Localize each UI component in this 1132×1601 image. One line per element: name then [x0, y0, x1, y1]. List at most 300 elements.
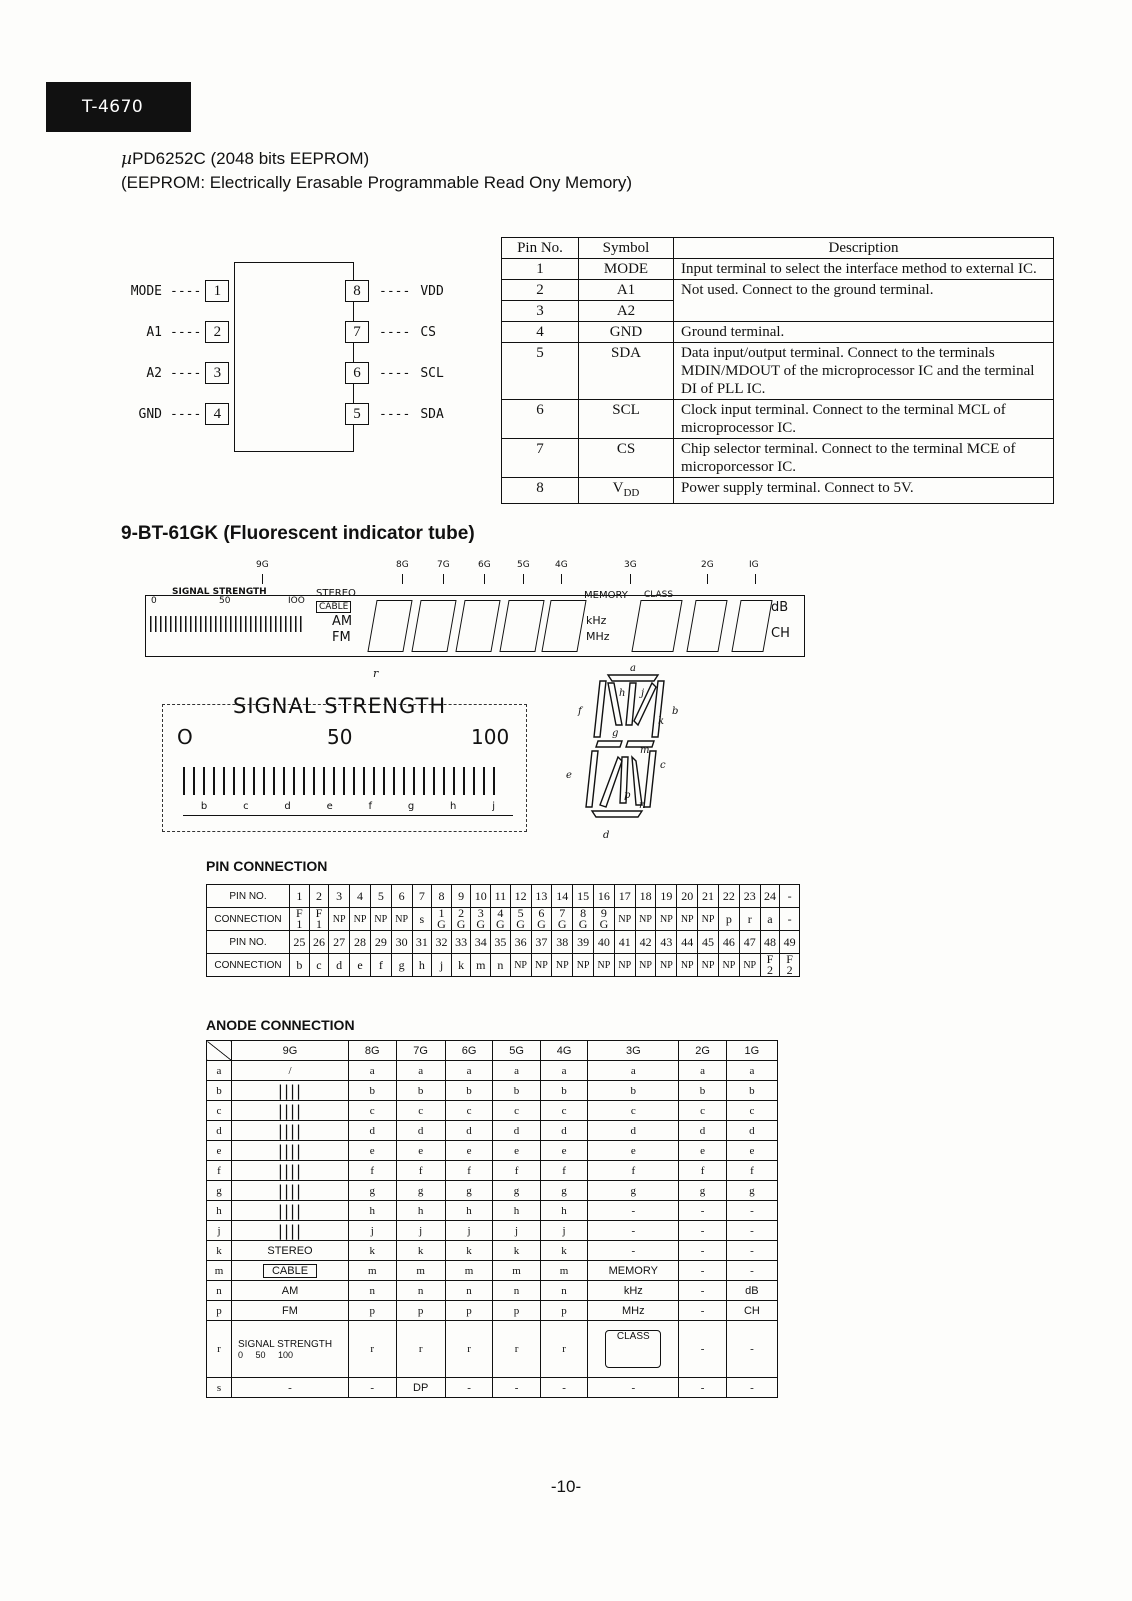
anode-row-b: [207, 1081, 778, 1101]
pin-symbol: A2: [579, 301, 674, 322]
grid-label-ig: IG: [749, 560, 759, 570]
anode-row-n: [207, 1281, 778, 1301]
anode-cell: a: [349, 1061, 397, 1081]
anode-cell: a: [445, 1061, 493, 1081]
col-pin-no: Pin No.: [502, 238, 579, 259]
conn-cell: r: [739, 908, 760, 931]
detail-segment-j: j: [492, 801, 495, 812]
anode-cell: -: [445, 1378, 493, 1398]
pin-symbol: CS: [579, 439, 674, 478]
conn-cell: 21: [698, 885, 719, 908]
conn-cell-top: 7: [559, 906, 566, 920]
conn-cell: 42: [635, 931, 656, 954]
anode-cell: g: [588, 1181, 679, 1201]
conn-cell: 13: [531, 885, 552, 908]
anode-cell: b: [445, 1081, 493, 1101]
anode-cell: p: [540, 1301, 588, 1321]
conn-cell: 41: [614, 931, 635, 954]
anode-row-e: [207, 1141, 778, 1161]
anode-cell: k: [493, 1241, 541, 1261]
anode-cell: -: [679, 1241, 727, 1261]
anode-cell: -: [679, 1321, 727, 1378]
segment-letter-e: e: [566, 770, 572, 781]
detail-scale-0: O: [177, 725, 193, 749]
anode-cell: k: [445, 1241, 493, 1261]
anode-cell: g: [726, 1181, 777, 1201]
grid-tick: [630, 574, 631, 584]
conn-cell: NP: [510, 954, 531, 977]
grid-tick: [262, 574, 263, 584]
conn-cell: 26: [309, 931, 329, 954]
anode-cell: -: [588, 1241, 679, 1261]
eeprom-title: [121, 148, 369, 170]
anode-cell: /: [232, 1061, 349, 1081]
anode-cell: d: [349, 1121, 397, 1141]
anode-cell: CH: [726, 1301, 777, 1321]
anode-cell: f: [679, 1161, 727, 1181]
conn-cell: 28: [350, 931, 371, 954]
anode-cell: -: [232, 1378, 349, 1398]
conn-cell: c: [309, 954, 329, 977]
pin-row-1: [502, 259, 1054, 280]
anode-cell: n: [349, 1281, 397, 1301]
vfd-stereo: STEREO: [316, 588, 356, 599]
conn-cell: 33: [451, 931, 471, 954]
pin-number: 2: [502, 280, 579, 301]
conn-cell: NP: [677, 908, 698, 931]
segment-k: [634, 683, 656, 725]
vfd-class: CLASS: [644, 590, 674, 600]
conn-cell-top: 8: [580, 906, 587, 920]
anode-cell: ||||: [232, 1141, 349, 1161]
pin-description-table: [501, 237, 1054, 504]
anode-cell: j: [396, 1221, 445, 1241]
conn-cell: f: [370, 954, 391, 977]
segment-letter-h: h: [619, 688, 626, 699]
detail-segment-b: b: [200, 801, 208, 812]
anode-segment: k: [207, 1241, 232, 1261]
anode-cell: -: [679, 1281, 727, 1301]
conn-cell: NP: [698, 954, 719, 977]
anode-cell: ||||: [232, 1161, 349, 1181]
ic-pin-number: 1: [205, 280, 229, 302]
pin-row-7: [502, 439, 1054, 478]
conn-cell: 38: [552, 931, 573, 954]
pin-description: Chip selector terminal. Connect to the terminal MCE of microporcessor IC.: [674, 439, 1054, 478]
vfd-level-bars: [150, 616, 302, 632]
segment-b: [652, 681, 664, 737]
conn-cell: h: [412, 954, 432, 977]
anode-cell: a: [679, 1061, 727, 1081]
conn-cell: 1: [290, 885, 310, 908]
anode-row-m: [207, 1261, 778, 1281]
conn-cell: m: [471, 954, 491, 977]
conn-cell-top: F: [766, 952, 774, 966]
anode-cell: c: [493, 1101, 541, 1121]
anode-col-1g: 1G: [726, 1041, 777, 1061]
pin-connection-table: [206, 884, 800, 977]
digit-4g: [541, 600, 586, 652]
conn-row-label: CONNECTION: [207, 954, 290, 977]
conn-cell-bottom: G: [599, 917, 609, 931]
conn-cell: [432, 908, 452, 931]
grid-label-4g: 4G: [555, 560, 568, 570]
anode-segment: r: [207, 1321, 232, 1378]
conn-cell: s: [412, 908, 432, 931]
anode-cell: m: [493, 1261, 541, 1281]
anode-cell: a: [588, 1061, 679, 1081]
anode-cell: e: [445, 1141, 493, 1161]
conn-connection-row-1: [207, 908, 800, 931]
anode-cell: j: [493, 1221, 541, 1241]
ic-pin-number: 2: [205, 321, 229, 343]
conn-cell-top: F: [315, 906, 323, 920]
anode-cell: b: [493, 1081, 541, 1101]
conn-row-label: CONNECTION: [207, 908, 290, 931]
vfd-title: 9-BT-61GK (Fluorescent indicator tube): [121, 523, 475, 544]
conn-cell: [290, 908, 310, 931]
anode-cell: ||||: [232, 1101, 349, 1121]
anode-cell: -: [540, 1378, 588, 1398]
digit-5g: [499, 600, 544, 652]
conn-cell: [471, 908, 491, 931]
anode-cell: n: [396, 1281, 445, 1301]
anode-row-k: [207, 1241, 778, 1261]
conn-cell: 43: [656, 931, 677, 954]
conn-cell: 10: [471, 885, 491, 908]
conn-cell: 31: [412, 931, 432, 954]
conn-cell: NP: [718, 954, 739, 977]
anode-cell: -: [726, 1201, 777, 1221]
vfd-cable: CABLE: [316, 601, 351, 613]
pin-number: 6: [502, 400, 579, 439]
ic-pin-name: GND: [138, 406, 162, 422]
ic-pin-number: 4: [205, 403, 229, 425]
model-tag: T-4670: [46, 82, 191, 132]
detail-scale-50: 50: [327, 725, 353, 749]
anode-cell: a: [396, 1061, 445, 1081]
mu-symbol: µ: [121, 149, 133, 169]
anode-cell: f: [588, 1161, 679, 1181]
segment-letter-g: g: [612, 728, 619, 739]
grid-label-6g: 6G: [478, 560, 491, 570]
conn-cell: NP: [635, 908, 656, 931]
ic-pin-dash: ----: [379, 324, 411, 340]
ic-pin-row-left: [120, 362, 229, 384]
pin-number: 7: [502, 439, 579, 478]
anode-cell: e: [396, 1141, 445, 1161]
pin-row-5: [502, 343, 1054, 400]
anode-cell: r: [445, 1321, 493, 1378]
conn-cell: 49: [780, 931, 800, 954]
conn-cell-top: 9: [600, 906, 607, 920]
conn-cell: NP: [594, 954, 615, 977]
anode-cell: f: [726, 1161, 777, 1181]
pin-symbol: SCL: [579, 400, 674, 439]
conn-cell: NP: [552, 954, 573, 977]
anode-segment: j: [207, 1221, 232, 1241]
pin-number: 4: [502, 322, 579, 343]
anode-cell: h: [445, 1201, 493, 1221]
vfd-db: dB: [771, 600, 789, 615]
conn-cell-bottom: G: [557, 917, 567, 931]
conn-cell: 27: [329, 931, 350, 954]
ic-pin-row-left: [120, 321, 229, 343]
ic-pin-number: 7: [345, 321, 369, 343]
anode-cell: d: [445, 1121, 493, 1141]
anode-cell: c: [588, 1101, 679, 1121]
anode-cell: j: [445, 1221, 493, 1241]
segment-g: [596, 741, 622, 747]
ic-pin-row-right: [345, 321, 436, 343]
pin-number: 5: [502, 343, 579, 400]
anode-cell: r: [396, 1321, 445, 1378]
anode-cell: p: [493, 1301, 541, 1321]
anode-cell: -: [726, 1378, 777, 1398]
conn-cell: 40: [594, 931, 615, 954]
anode-cell: kHz: [588, 1281, 679, 1301]
segment-letter-p: p: [624, 790, 631, 801]
anode-cell: b: [588, 1081, 679, 1101]
anode-cell: MEMORY: [588, 1261, 679, 1281]
anode-row-j: [207, 1221, 778, 1241]
anode-cell: e: [726, 1141, 777, 1161]
ic-pin-dash: ----: [379, 406, 411, 422]
anode-cell: k: [540, 1241, 588, 1261]
grid-tick: [402, 574, 403, 584]
segment-d: [592, 811, 642, 817]
anode-cell: b: [540, 1081, 588, 1101]
grid-tick: [523, 574, 524, 584]
conn-cell: 2: [309, 885, 329, 908]
anode-cell: -: [726, 1241, 777, 1261]
ic-pin-number: 6: [345, 362, 369, 384]
anode-row-s: [207, 1378, 778, 1398]
conn-cell-bottom: G: [516, 917, 525, 931]
segment-letter-m: m: [640, 745, 650, 756]
pin-description: Ground terminal.: [674, 322, 1054, 343]
conn-cell: 46: [718, 931, 739, 954]
conn-cell: NP: [739, 954, 760, 977]
conn-pin-row-1: [207, 885, 800, 908]
ic-pin-dash: ----: [170, 324, 202, 340]
detail-r-label: r: [373, 667, 379, 680]
conn-cell-top: 5: [517, 906, 524, 920]
conn-cell: 16: [594, 885, 615, 908]
anode-header-row: [207, 1041, 778, 1061]
conn-cell: NP: [614, 954, 635, 977]
anode-cell: e: [540, 1141, 588, 1161]
conn-cell: [531, 908, 552, 931]
conn-cell-bottom: G: [537, 917, 546, 931]
pin-number: 1: [502, 259, 579, 280]
conn-cell: 14: [552, 885, 573, 908]
anode-segment: h: [207, 1201, 232, 1221]
col-description: Description: [674, 238, 1054, 259]
anode-cell: d: [726, 1121, 777, 1141]
detail-segment-g: g: [407, 801, 415, 812]
conn-cell: 30: [391, 931, 412, 954]
anode-row-a: [207, 1061, 778, 1081]
digit-3g: [631, 600, 682, 652]
detail-segment-f: f: [368, 801, 373, 812]
anode-segment: f: [207, 1161, 232, 1181]
detail-segment-h: h: [450, 801, 457, 812]
anode-cell: g: [679, 1181, 727, 1201]
vfd-signal-strength-label: SIGNAL STRENGTH: [172, 587, 267, 597]
conn-connection-row-2: [207, 954, 800, 977]
conn-cell: 15: [573, 885, 594, 908]
anode-signal-strength: SIGNAL STRENGTH: [238, 1338, 333, 1350]
digit-8g: [367, 600, 412, 652]
pin-symbol: SDA: [579, 343, 674, 400]
anode-cell: -: [588, 1201, 679, 1221]
anode-cell: c: [396, 1101, 445, 1121]
conn-cell: 8: [432, 885, 452, 908]
pin-symbol: A1: [579, 280, 674, 301]
anode-cell: f: [445, 1161, 493, 1181]
pin-symbol: MODE: [579, 259, 674, 280]
segment-d2: [632, 757, 642, 805]
anode-cable-box: CABLE: [263, 1264, 317, 1278]
anode-cell: [232, 1321, 349, 1378]
anode-cell: f: [349, 1161, 397, 1181]
anode-segment: n: [207, 1281, 232, 1301]
pin-description: Power supply terminal. Connect to 5V.: [674, 478, 1054, 504]
anode-cell: g: [396, 1181, 445, 1201]
vfd-am: AM: [332, 614, 353, 629]
conn-cell: [510, 908, 531, 931]
anode-connection-title: ANODE CONNECTION: [206, 1017, 355, 1033]
anode-cell: g: [445, 1181, 493, 1201]
anode-cell: f: [540, 1161, 588, 1181]
anode-cell: c: [679, 1101, 727, 1121]
anode-cell: a: [726, 1061, 777, 1081]
anode-col-3g: 3G: [588, 1041, 679, 1061]
conn-cell-bottom: G: [456, 917, 466, 931]
anode-cell: d: [679, 1121, 727, 1141]
anode-col-8g: 8G: [349, 1041, 397, 1061]
anode-cell: e: [679, 1141, 727, 1161]
detail-segment-d: d: [284, 801, 291, 812]
anode-cell: ||||: [232, 1121, 349, 1141]
conn-cell-bottom: 1: [296, 917, 303, 931]
pin-connection-title: PIN CONNECTION: [206, 858, 328, 874]
anode-cell: -: [679, 1221, 727, 1241]
anode-class-box: CLASS: [605, 1330, 661, 1368]
grid-tick: [484, 574, 485, 584]
anode-cell: d: [493, 1121, 541, 1141]
anode-cell: -: [588, 1378, 679, 1398]
digit-6g: [455, 600, 500, 652]
anode-col-2g: 2G: [679, 1041, 727, 1061]
anode-cell: -: [679, 1261, 727, 1281]
conn-cell: 44: [677, 931, 698, 954]
conn-cell-bottom: 1: [315, 917, 322, 931]
grid-tick: [561, 574, 562, 584]
pin-description: Input terminal to select the interface method to external IC.: [674, 259, 1054, 280]
anode-cell: a: [493, 1061, 541, 1081]
conn-cell: NP: [531, 954, 552, 977]
conn-cell-bottom: G: [496, 917, 505, 931]
anode-cell: e: [493, 1141, 541, 1161]
detail-title: SIGNAL STRENGTH: [233, 694, 447, 718]
conn-cell: 9: [451, 885, 471, 908]
conn-cell: [451, 908, 471, 931]
ic-pin-name: CS: [420, 324, 436, 340]
conn-cell: 6: [391, 885, 412, 908]
conn-cell: 7: [412, 885, 432, 908]
grid-label-9g: 9G: [256, 560, 269, 570]
anode-row-f: [207, 1161, 778, 1181]
pin-row-2: [502, 280, 1054, 301]
anode-segment: e: [207, 1141, 232, 1161]
anode-cell: r: [540, 1321, 588, 1378]
ic-pin-name: SDA: [420, 406, 444, 422]
anode-cell: dB: [726, 1281, 777, 1301]
anode-cell: c: [349, 1101, 397, 1121]
eeprom-subtitle: (EEPROM: Electrically Erasable Programmable Read Ony Memory): [121, 173, 633, 192]
pin-row-6: [502, 400, 1054, 439]
anode-cell: g: [540, 1181, 588, 1201]
digit-2g: [686, 600, 727, 652]
ic-pin-row-left: [120, 403, 229, 425]
anode-connection-table: [206, 1040, 778, 1398]
ic-pin-row-right: [345, 362, 444, 384]
anode-col-9g: 9G: [232, 1041, 349, 1061]
conn-cell: -: [780, 885, 800, 908]
conn-cell: 45: [698, 931, 719, 954]
anode-cell: c: [540, 1101, 588, 1121]
conn-cell: k: [451, 954, 471, 977]
conn-cell: NP: [698, 908, 719, 931]
anode-cell: g: [349, 1181, 397, 1201]
ic-pin-number: 5: [345, 403, 369, 425]
pin-description: Data input/output terminal. Connect to the terminals MDIN/MDOUT of the microprocessor IC and the terminal DI of PLL IC.: [674, 343, 1054, 400]
anode-row-g: [207, 1181, 778, 1201]
pin-symbol: $V_{DD}$: [579, 478, 674, 504]
conn-cell: 4: [350, 885, 371, 908]
conn-row-label: PIN NO.: [207, 885, 290, 908]
conn-cell: 23: [739, 885, 760, 908]
detail-segment-c: c: [243, 801, 249, 812]
conn-cell-top: 4: [497, 906, 504, 920]
anode-cell: b: [679, 1081, 727, 1101]
anode-cell: r: [349, 1321, 397, 1378]
conn-cell: [780, 954, 800, 977]
detail-level-bars: [183, 767, 503, 795]
anode-col-6g: 6G: [445, 1041, 493, 1061]
conn-cell-bottom: G: [437, 917, 446, 931]
conn-cell-bottom: G: [578, 917, 588, 931]
segment-letter-n: n: [639, 800, 646, 811]
anode-segment: b: [207, 1081, 232, 1101]
anode-cell: -: [726, 1261, 777, 1281]
anode-cell: j: [540, 1221, 588, 1241]
ic-pin-dash: ----: [379, 365, 411, 381]
conn-cell: a: [760, 908, 780, 931]
conn-cell-top: 3: [477, 906, 484, 920]
ic-pin-name: VDD: [420, 283, 444, 299]
ic-pin-name: MODE: [130, 283, 162, 299]
pin-number: 8: [502, 478, 579, 504]
anode-segment: s: [207, 1378, 232, 1398]
anode-cell: p: [396, 1301, 445, 1321]
conn-cell: 47: [739, 931, 760, 954]
anode-cell: ||||: [232, 1201, 349, 1221]
anode-cell: ||||: [232, 1221, 349, 1241]
segment-letter-c: c: [660, 760, 666, 771]
